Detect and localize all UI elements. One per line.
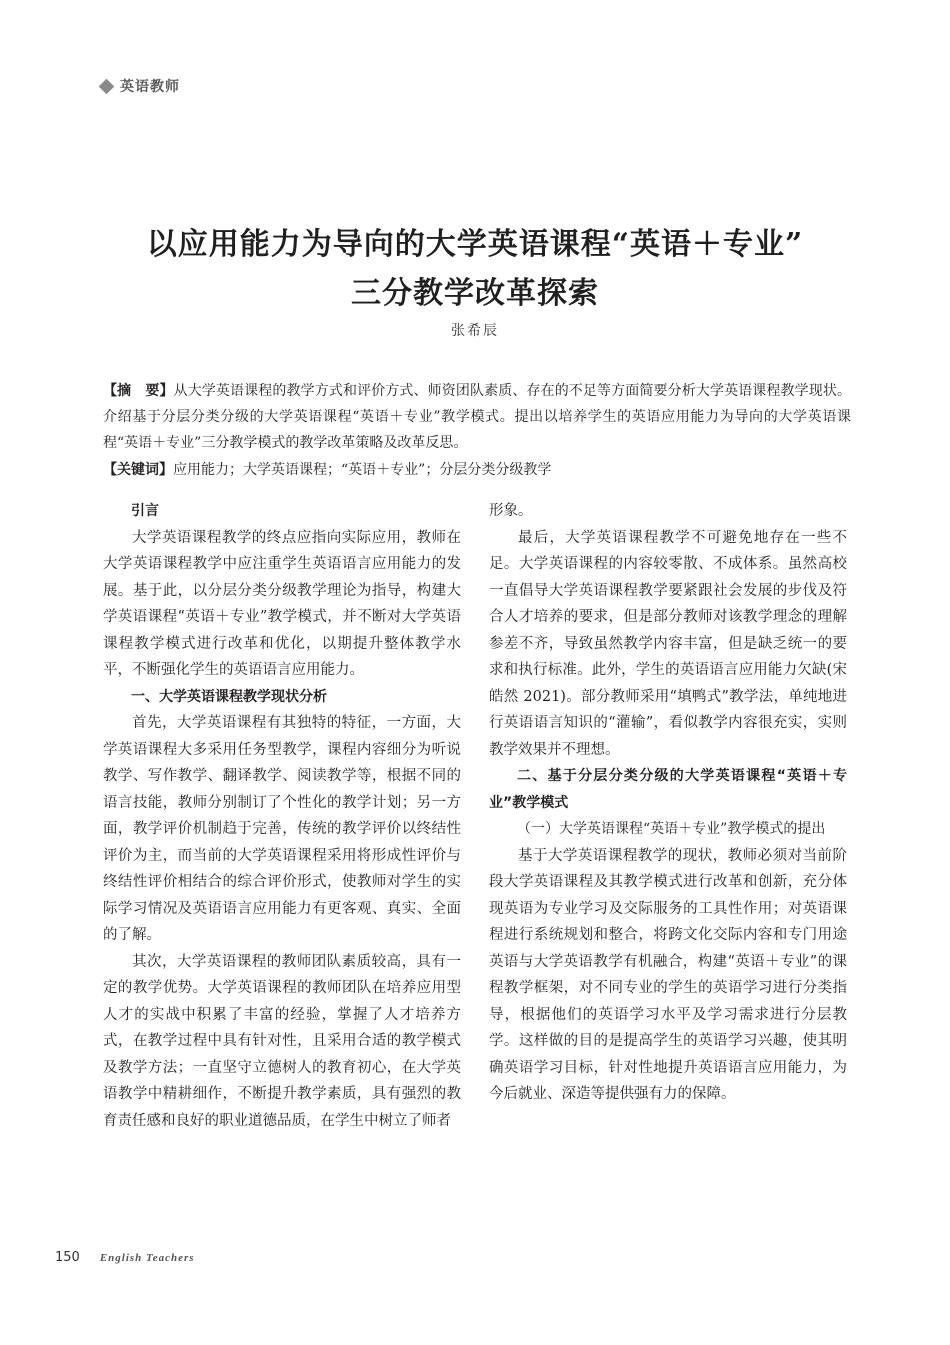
section1-paragraph-3: 最后，大学英语课程教学不可避免地存在一些不足。大学英语课程的内容较零散、不成体系。虽然高校一直倡导大学英语课程教学要紧跟社会发展的步伐及符合人才培养的要求，但是部分教师对该教学理念的理解参差不齐，导致虽然教学内容丰富，但是缺乏统一的要求和执行标准。此外，学生的英语语言应用能力欠缺(宋皓然 2021)。部分教师采用“填鸭式”教学法，单纯地进行英语语言知识的“灌输”，看似教学内容很充实，实则教学效果并不理想。 [489, 529, 847, 758]
right-column [489, 498, 847, 1108]
section1-paragraph-2: 其次，大学英语课程的教师团队素质较高，具有一定的教学优势。大学英语课程的教师团队在培养应用型人才的实战中积累了丰富的经验，掌握了人才培养方式，在教学过程中具有针对性，且采用合适的教学模式及教学方法；一直坚守立德树人的教育初心，在大学英语教学中精耕细作，不断提升教学素质，具有强烈的教育责任感和良好的职业道德品质，在学生中树立了师者 [103, 953, 461, 1129]
intro-heading: 引言 [131, 503, 159, 519]
section2-paragraph-1: 基于大学英语课程教学的现状，教师必须对当前阶段大学英语课程及其教学模式进行改革和创新，充分体现英语为专业学习及交际服务的工具性作用；对英语课程进行系统规划和整合，将跨文化交际内容和专门用途英语与大学英语教学有机融合，构建“英语＋专业”的课程教学框架，对不同专业的学生的英语学习进行分类指导，根据他们的英语学习水平及学习需求进行分层教学。这样做的目的是提高学生的英语学习兴趣，使其明确英语学习目标，针对性地提升英语语言应用能力，为今后就业、深造等提供强有力的保障。 [489, 847, 847, 1102]
article-title-line1: 以应用能力为导向的大学英语课程“英语＋专业” [146, 227, 804, 262]
section2-heading: 二、基于分层分类分级的大学英语课程“英语＋专业”教学模式 [489, 768, 847, 811]
section1-paragraph-1: 首先，大学英语课程有其独特的特征，一方面，大学英语课程大多采用任务型教学，课程内容细分为听说教学、写作教学、翻译教学、阅读教学等，根据不同的语言技能，教师分别制订了个性化的教学计划；另一方面，教学评价机制趋于完善，传统的教学评价以终结性评价为主，而当前的大学英语课程采用将形成性评价与终结性评价相结合的综合评价形式，使教师对学生的实际学习情况及英语语言应用能力有更客观、真实、全面的了解。 [103, 715, 461, 943]
intro-paragraph: 大学英语课程教学的终点应指向实际应用，教师在大学英语课程教学中应注重学生英语语言应用能力的发展。基于此，以分层分类分级教学理论为指导，构建大学英语课程“英语＋专业”教学模式，并不断对大学英语课程教学模式进行改革和优化，以期提升整体教学水平，不断强化学生的英语语言应用能力。 [103, 529, 461, 678]
article-title-line2: 三分教学改革探索 [351, 276, 599, 311]
abstract-label: 【摘 要】 [103, 383, 174, 399]
section-label: 英语教师 [120, 79, 180, 95]
continuation-text: 形象。 [489, 503, 533, 519]
abstract-text: 从大学英语课程的教学方式和评价方式、师资团队素质、存在的不足等方面简要分析大学英语课程教学现状。介绍基于分层分类分级的大学英语课程“英语＋专业”教学模式。提出以培养学生的英语应用能力为导向的大学英语课程“英语＋专业”三分教学模式的教学改革策略及改革反思。 [103, 383, 851, 451]
journal-section-header [101, 76, 180, 96]
keywords-label: 【关键词】 [103, 462, 173, 478]
section1-heading: 一、大学英语课程教学现状分析 [131, 688, 327, 705]
journal-name: English Teachers [99, 1252, 195, 1264]
left-column [103, 498, 461, 1134]
page-number: 150 [55, 1250, 80, 1265]
keywords-text: 应用能力；大学英语课程；“英语＋专业”；分层分类分级教学 [173, 462, 552, 478]
page-footer [55, 1250, 195, 1265]
section2-subheading: （一）大学英语课程“英语＋专业”教学模式的提出 [517, 821, 826, 837]
author-name: 张希辰 [451, 323, 499, 339]
abstract-block [103, 378, 851, 456]
diamond-icon [99, 78, 115, 94]
keywords-block [103, 459, 851, 481]
